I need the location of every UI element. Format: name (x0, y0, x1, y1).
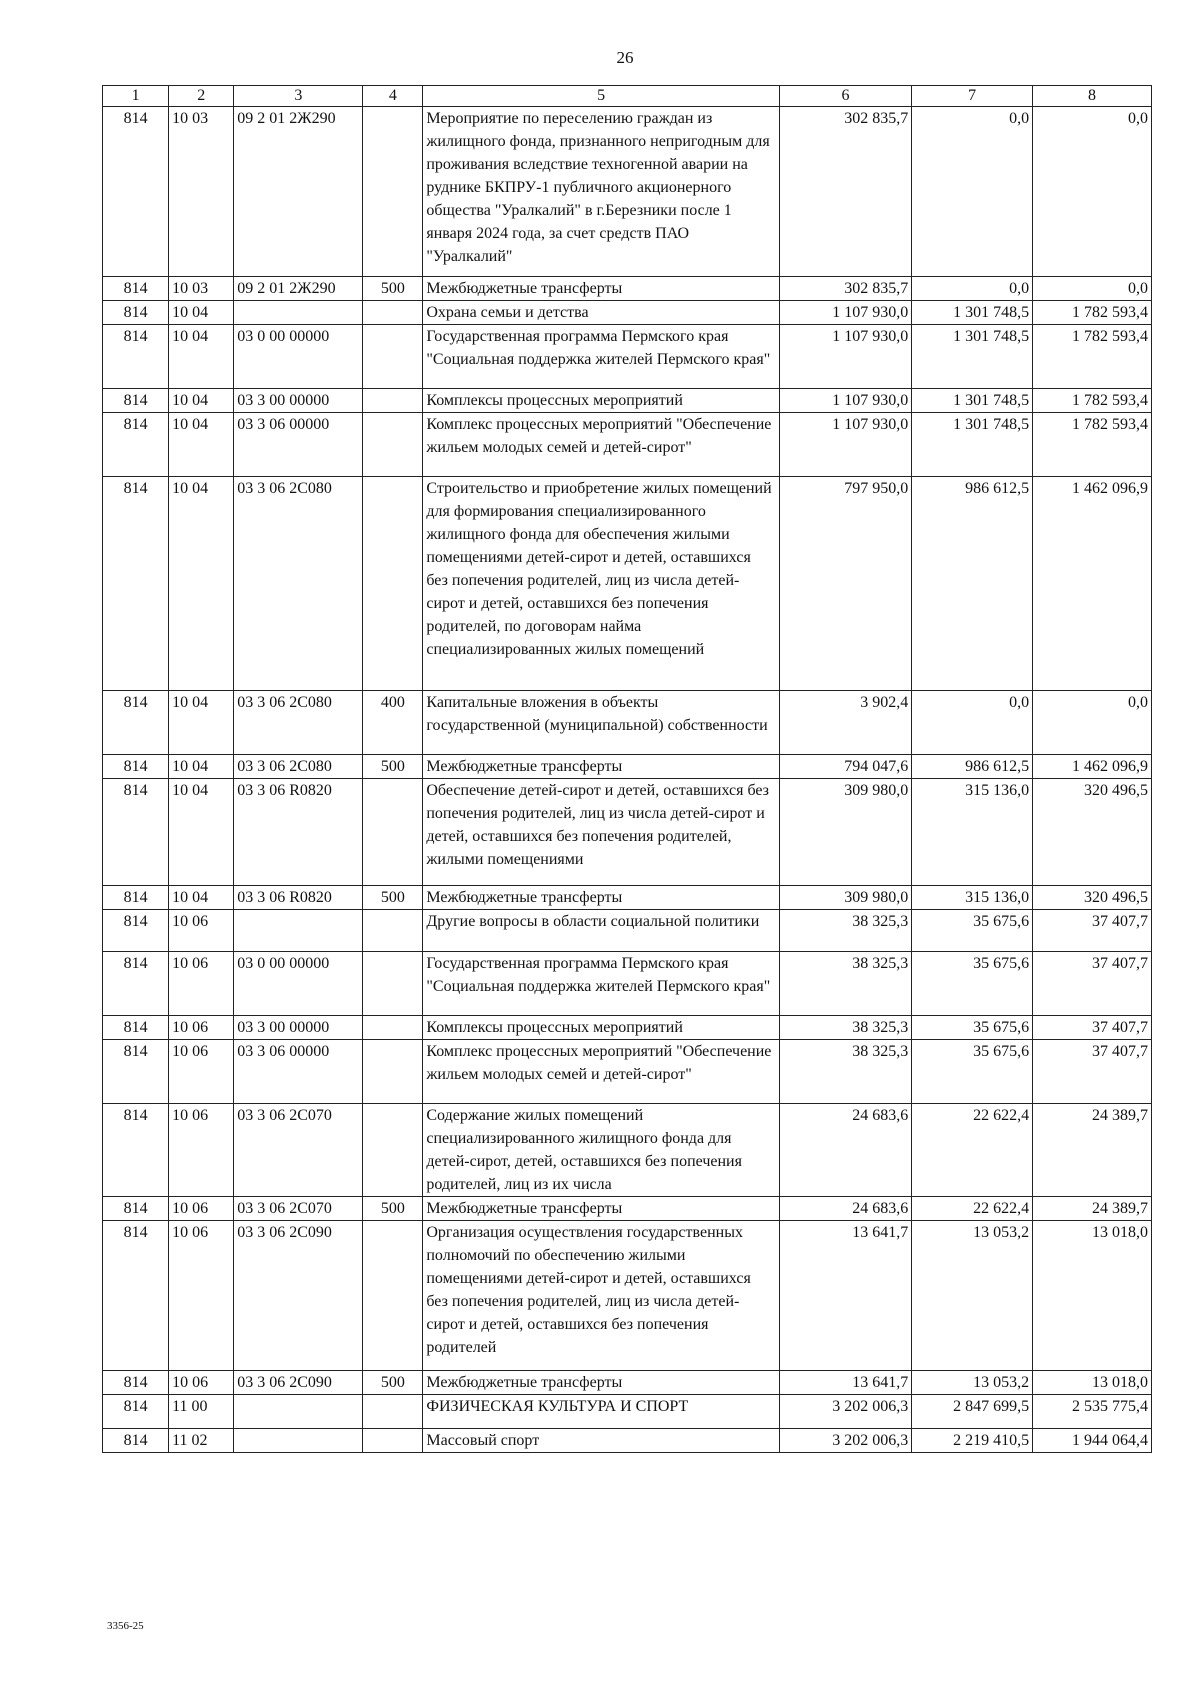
cell-target-article: 03 3 06 2С090 (234, 1221, 363, 1371)
cell-expense-type (363, 413, 423, 477)
table-row (103, 389, 1152, 413)
table-row (103, 1197, 1152, 1221)
cell-amount-col-6: 13 641,7 (779, 1371, 911, 1395)
cell-target-article: 03 0 00 00000 (234, 952, 363, 1016)
table-row (103, 1371, 1152, 1395)
cell-section-code: 10 06 (169, 1371, 234, 1395)
cell-amount-col-8: 0,0 (1033, 691, 1152, 755)
cell-expense-type: 500 (363, 1371, 423, 1395)
cell-amount-col-7: 1 301 748,5 (912, 389, 1033, 413)
cell-amount-col-8: 1 782 593,4 (1033, 301, 1152, 325)
cell-amount-col-6: 38 325,3 (779, 952, 911, 1016)
cell-target-article: 09 2 01 2Ж290 (234, 277, 363, 301)
cell-section-code: 11 00 (169, 1395, 234, 1429)
cell-target-article (234, 1429, 363, 1453)
cell-item-name: Охрана семьи и детства (423, 301, 780, 325)
cell-amount-col-6: 794 047,6 (779, 755, 911, 779)
cell-amount-col-8: 0,0 (1033, 277, 1152, 301)
cell-admin-code: 814 (103, 1197, 169, 1221)
cell-section-code: 10 04 (169, 779, 234, 886)
cell-target-article (234, 1395, 363, 1429)
table-row (103, 1221, 1152, 1371)
header-admin-code: 1 (103, 86, 169, 107)
cell-amount-col-7: 1 301 748,5 (912, 301, 1033, 325)
cell-section-code: 10 06 (169, 952, 234, 1016)
cell-section-code: 10 06 (169, 1104, 234, 1197)
header-amount-col-7: 7 (912, 86, 1033, 107)
cell-amount-col-6: 309 980,0 (779, 886, 911, 910)
cell-admin-code: 814 (103, 1104, 169, 1197)
header-expense-type: 4 (363, 86, 423, 107)
cell-admin-code: 814 (103, 886, 169, 910)
cell-section-code: 10 04 (169, 325, 234, 389)
table-row (103, 691, 1152, 755)
table-row (103, 952, 1152, 1016)
cell-admin-code: 814 (103, 952, 169, 1016)
cell-amount-col-8: 37 407,7 (1033, 952, 1152, 1016)
header-item-name: 5 (423, 86, 780, 107)
cell-expense-type (363, 1040, 423, 1104)
cell-item-name: Государственная программа Пермского края "Социальная поддержка жителей Пермского края" (423, 952, 780, 1016)
cell-section-code: 10 04 (169, 886, 234, 910)
cell-amount-col-6: 38 325,3 (779, 1040, 911, 1104)
cell-target-article: 03 3 06 2С080 (234, 691, 363, 755)
cell-amount-col-8: 320 496,5 (1033, 779, 1152, 886)
cell-item-name: Межбюджетные трансферты (423, 1197, 780, 1221)
cell-item-name: Комплексы процессных мероприятий (423, 1016, 780, 1040)
cell-amount-col-8: 320 496,5 (1033, 886, 1152, 910)
cell-target-article: 03 3 06 R0820 (234, 779, 363, 886)
cell-expense-type (363, 301, 423, 325)
cell-amount-col-7: 35 675,6 (912, 952, 1033, 1016)
cell-expense-type (363, 1104, 423, 1197)
cell-section-code: 10 03 (169, 277, 234, 301)
cell-amount-col-8: 2 535 775,4 (1033, 1395, 1152, 1429)
table-row (103, 277, 1152, 301)
table-row (103, 1395, 1152, 1429)
cell-section-code: 10 06 (169, 1016, 234, 1040)
cell-item-name: Комплекс процессных мероприятий "Обеспечение жильем молодых семей и детей-сирот" (423, 1040, 780, 1104)
cell-section-code: 10 04 (169, 301, 234, 325)
cell-amount-col-7: 2 219 410,5 (912, 1429, 1033, 1453)
cell-expense-type (363, 910, 423, 952)
cell-expense-type (363, 1016, 423, 1040)
table-row (103, 886, 1152, 910)
cell-amount-col-7: 0,0 (912, 691, 1033, 755)
cell-item-name: Комплексы процессных мероприятий (423, 389, 780, 413)
table-row (103, 910, 1152, 952)
cell-target-article (234, 910, 363, 952)
cell-amount-col-8: 37 407,7 (1033, 1016, 1152, 1040)
cell-section-code: 10 04 (169, 477, 234, 691)
cell-amount-col-7: 35 675,6 (912, 1016, 1033, 1040)
table-row (103, 413, 1152, 477)
cell-amount-col-6: 3 902,4 (779, 691, 911, 755)
cell-section-code: 10 04 (169, 413, 234, 477)
cell-amount-col-7: 315 136,0 (912, 886, 1033, 910)
cell-amount-col-8: 1 944 064,4 (1033, 1429, 1152, 1453)
cell-expense-type: 500 (363, 886, 423, 910)
cell-admin-code: 814 (103, 691, 169, 755)
table-row (103, 1429, 1152, 1453)
cell-amount-col-6: 309 980,0 (779, 779, 911, 886)
cell-item-name: Капитальные вложения в объекты государственной (муниципальной) собственности (423, 691, 780, 755)
cell-section-code: 10 04 (169, 389, 234, 413)
cell-expense-type: 500 (363, 1197, 423, 1221)
cell-target-article: 03 3 06 2С070 (234, 1104, 363, 1197)
table-row (103, 755, 1152, 779)
header-target-article: 3 (234, 86, 363, 107)
cell-admin-code: 814 (103, 755, 169, 779)
cell-expense-type: 500 (363, 755, 423, 779)
cell-amount-col-7: 315 136,0 (912, 779, 1033, 886)
cell-amount-col-8: 13 018,0 (1033, 1221, 1152, 1371)
cell-amount-col-7: 1 301 748,5 (912, 413, 1033, 477)
cell-item-name: Строительство и приобретение жилых помещений для формирования специализированного жилищного фонда для обеспечения жилыми помещениями детей-сирот и детей, оставшихся без попечения родителей, лиц из числа детей-сирот и детей, оставшихся без попечения родителей, по договорам найма специализированных жилых помещений (423, 477, 780, 691)
cell-admin-code: 814 (103, 1221, 169, 1371)
cell-item-name: Межбюджетные трансферты (423, 755, 780, 779)
cell-amount-col-6: 24 683,6 (779, 1104, 911, 1197)
cell-target-article: 03 3 00 00000 (234, 389, 363, 413)
header-amount-col-6: 6 (779, 86, 911, 107)
cell-amount-col-6: 3 202 006,3 (779, 1429, 911, 1453)
cell-expense-type (363, 1221, 423, 1371)
cell-item-name: Комплекс процессных мероприятий "Обеспечение жильем молодых семей и детей-сирот" (423, 413, 780, 477)
cell-amount-col-6: 1 107 930,0 (779, 325, 911, 389)
cell-section-code: 10 04 (169, 691, 234, 755)
cell-amount-col-7: 0,0 (912, 277, 1033, 301)
cell-expense-type: 500 (363, 277, 423, 301)
table-header-row (103, 86, 1152, 107)
cell-amount-col-7: 22 622,4 (912, 1197, 1033, 1221)
cell-item-name: ФИЗИЧЕСКАЯ КУЛЬТУРА И СПОРТ (423, 1395, 780, 1429)
cell-amount-col-8: 24 389,7 (1033, 1197, 1152, 1221)
cell-amount-col-8: 24 389,7 (1033, 1104, 1152, 1197)
cell-expense-type (363, 779, 423, 886)
cell-amount-col-6: 1 107 930,0 (779, 389, 911, 413)
table-row (103, 477, 1152, 691)
cell-admin-code: 814 (103, 277, 169, 301)
cell-amount-col-6: 797 950,0 (779, 477, 911, 691)
cell-expense-type (363, 1429, 423, 1453)
cell-amount-col-6: 24 683,6 (779, 1197, 911, 1221)
cell-amount-col-6: 38 325,3 (779, 910, 911, 952)
cell-amount-col-6: 1 107 930,0 (779, 413, 911, 477)
cell-admin-code: 814 (103, 477, 169, 691)
cell-item-name: Обеспечение детей-сирот и детей, оставшихся без попечения родителей, лиц из числа детей-сирот и детей, оставшихся без попечения родителей, жилыми помещениями (423, 779, 780, 886)
cell-item-name: Государственная программа Пермского края "Социальная поддержка жителей Пермского края" (423, 325, 780, 389)
cell-admin-code: 814 (103, 301, 169, 325)
cell-expense-type: 400 (363, 691, 423, 755)
header-amount-col-8: 8 (1033, 86, 1152, 107)
cell-expense-type (363, 107, 423, 277)
cell-target-article: 03 3 00 00000 (234, 1016, 363, 1040)
cell-item-name: Другие вопросы в области социальной политики (423, 910, 780, 952)
cell-admin-code: 814 (103, 1395, 169, 1429)
cell-admin-code: 814 (103, 413, 169, 477)
cell-admin-code: 814 (103, 1016, 169, 1040)
cell-amount-col-6: 3 202 006,3 (779, 1395, 911, 1429)
cell-item-name: Межбюджетные трансферты (423, 886, 780, 910)
cell-amount-col-8: 0,0 (1033, 107, 1152, 277)
cell-item-name: Межбюджетные трансферты (423, 1371, 780, 1395)
cell-amount-col-7: 986 612,5 (912, 477, 1033, 691)
cell-section-code: 10 03 (169, 107, 234, 277)
cell-target-article: 03 3 06 2С080 (234, 755, 363, 779)
cell-section-code: 10 04 (169, 755, 234, 779)
cell-section-code: 10 06 (169, 910, 234, 952)
cell-admin-code: 814 (103, 107, 169, 277)
cell-expense-type (363, 389, 423, 413)
cell-admin-code: 814 (103, 1040, 169, 1104)
table-row (103, 1040, 1152, 1104)
cell-amount-col-6: 302 835,7 (779, 277, 911, 301)
cell-section-code: 10 06 (169, 1221, 234, 1371)
cell-amount-col-7: 1 301 748,5 (912, 325, 1033, 389)
cell-amount-col-6: 38 325,3 (779, 1016, 911, 1040)
cell-item-name: Массовый спорт (423, 1429, 780, 1453)
document-code: 3356-25 (107, 1620, 144, 1632)
cell-amount-col-7: 22 622,4 (912, 1104, 1033, 1197)
cell-section-code: 10 06 (169, 1197, 234, 1221)
cell-admin-code: 814 (103, 779, 169, 886)
header-section-code: 2 (169, 86, 234, 107)
cell-amount-col-7: 35 675,6 (912, 910, 1033, 952)
cell-admin-code: 814 (103, 910, 169, 952)
cell-amount-col-8: 1 782 593,4 (1033, 389, 1152, 413)
table-row (103, 779, 1152, 886)
cell-amount-col-6: 1 107 930,0 (779, 301, 911, 325)
cell-target-article: 03 3 06 00000 (234, 1040, 363, 1104)
cell-amount-col-7: 13 053,2 (912, 1371, 1033, 1395)
cell-amount-col-6: 13 641,7 (779, 1221, 911, 1371)
cell-admin-code: 814 (103, 325, 169, 389)
cell-admin-code: 814 (103, 1371, 169, 1395)
cell-section-code: 10 06 (169, 1040, 234, 1104)
cell-item-name: Содержание жилых помещений специализированного жилищного фонда для детей-сирот, детей, оставшихся без попечения родителей, лиц из их числа (423, 1104, 780, 1197)
cell-amount-col-7: 13 053,2 (912, 1221, 1033, 1371)
cell-section-code: 11 02 (169, 1429, 234, 1453)
table-row (103, 325, 1152, 389)
cell-admin-code: 814 (103, 1429, 169, 1453)
cell-target-article: 03 0 00 00000 (234, 325, 363, 389)
cell-expense-type (363, 952, 423, 1016)
cell-amount-col-7: 986 612,5 (912, 755, 1033, 779)
cell-target-article: 09 2 01 2Ж290 (234, 107, 363, 277)
cell-expense-type (363, 477, 423, 691)
cell-admin-code: 814 (103, 389, 169, 413)
cell-amount-col-8: 37 407,7 (1033, 1040, 1152, 1104)
cell-item-name: Межбюджетные трансферты (423, 277, 780, 301)
cell-target-article: 03 3 06 2С090 (234, 1371, 363, 1395)
budget-table (102, 85, 1152, 1453)
page-number: 26 (616, 48, 634, 67)
table-row (103, 1104, 1152, 1197)
table-row (103, 301, 1152, 325)
cell-amount-col-8: 37 407,7 (1033, 910, 1152, 952)
table-row (103, 107, 1152, 277)
cell-amount-col-7: 0,0 (912, 107, 1033, 277)
cell-target-article: 03 3 06 2С080 (234, 477, 363, 691)
cell-expense-type (363, 1395, 423, 1429)
cell-expense-type (363, 325, 423, 389)
cell-amount-col-6: 302 835,7 (779, 107, 911, 277)
cell-amount-col-8: 1 782 593,4 (1033, 413, 1152, 477)
cell-amount-col-8: 1 782 593,4 (1033, 325, 1152, 389)
cell-amount-col-8: 1 462 096,9 (1033, 477, 1152, 691)
cell-target-article: 03 3 06 R0820 (234, 886, 363, 910)
cell-target-article: 03 3 06 00000 (234, 413, 363, 477)
cell-item-name: Организация осуществления государственных полномочий по обеспечению жилыми помещениями детей-сирот и детей, оставшихся без попечения родителей, лиц из числа детей-сирот и детей, оставшихся без попечения родителей (423, 1221, 780, 1371)
cell-target-article (234, 301, 363, 325)
cell-amount-col-7: 35 675,6 (912, 1040, 1033, 1104)
cell-item-name: Мероприятие по переселению граждан из жилищного фонда, признанного непригодным для проживания вследствие техногенной аварии на руднике БКПРУ-1 публичного акционерного общества "Уралкалий" в г.Березники после 1 января 2024 года, за счет средств ПАО "Уралкалий" (423, 107, 780, 277)
cell-amount-col-8: 1 462 096,9 (1033, 755, 1152, 779)
cell-target-article: 03 3 06 2С070 (234, 1197, 363, 1221)
table-body (103, 107, 1152, 1453)
table-row (103, 1016, 1152, 1040)
cell-amount-col-7: 2 847 699,5 (912, 1395, 1033, 1429)
cell-amount-col-8: 13 018,0 (1033, 1371, 1152, 1395)
